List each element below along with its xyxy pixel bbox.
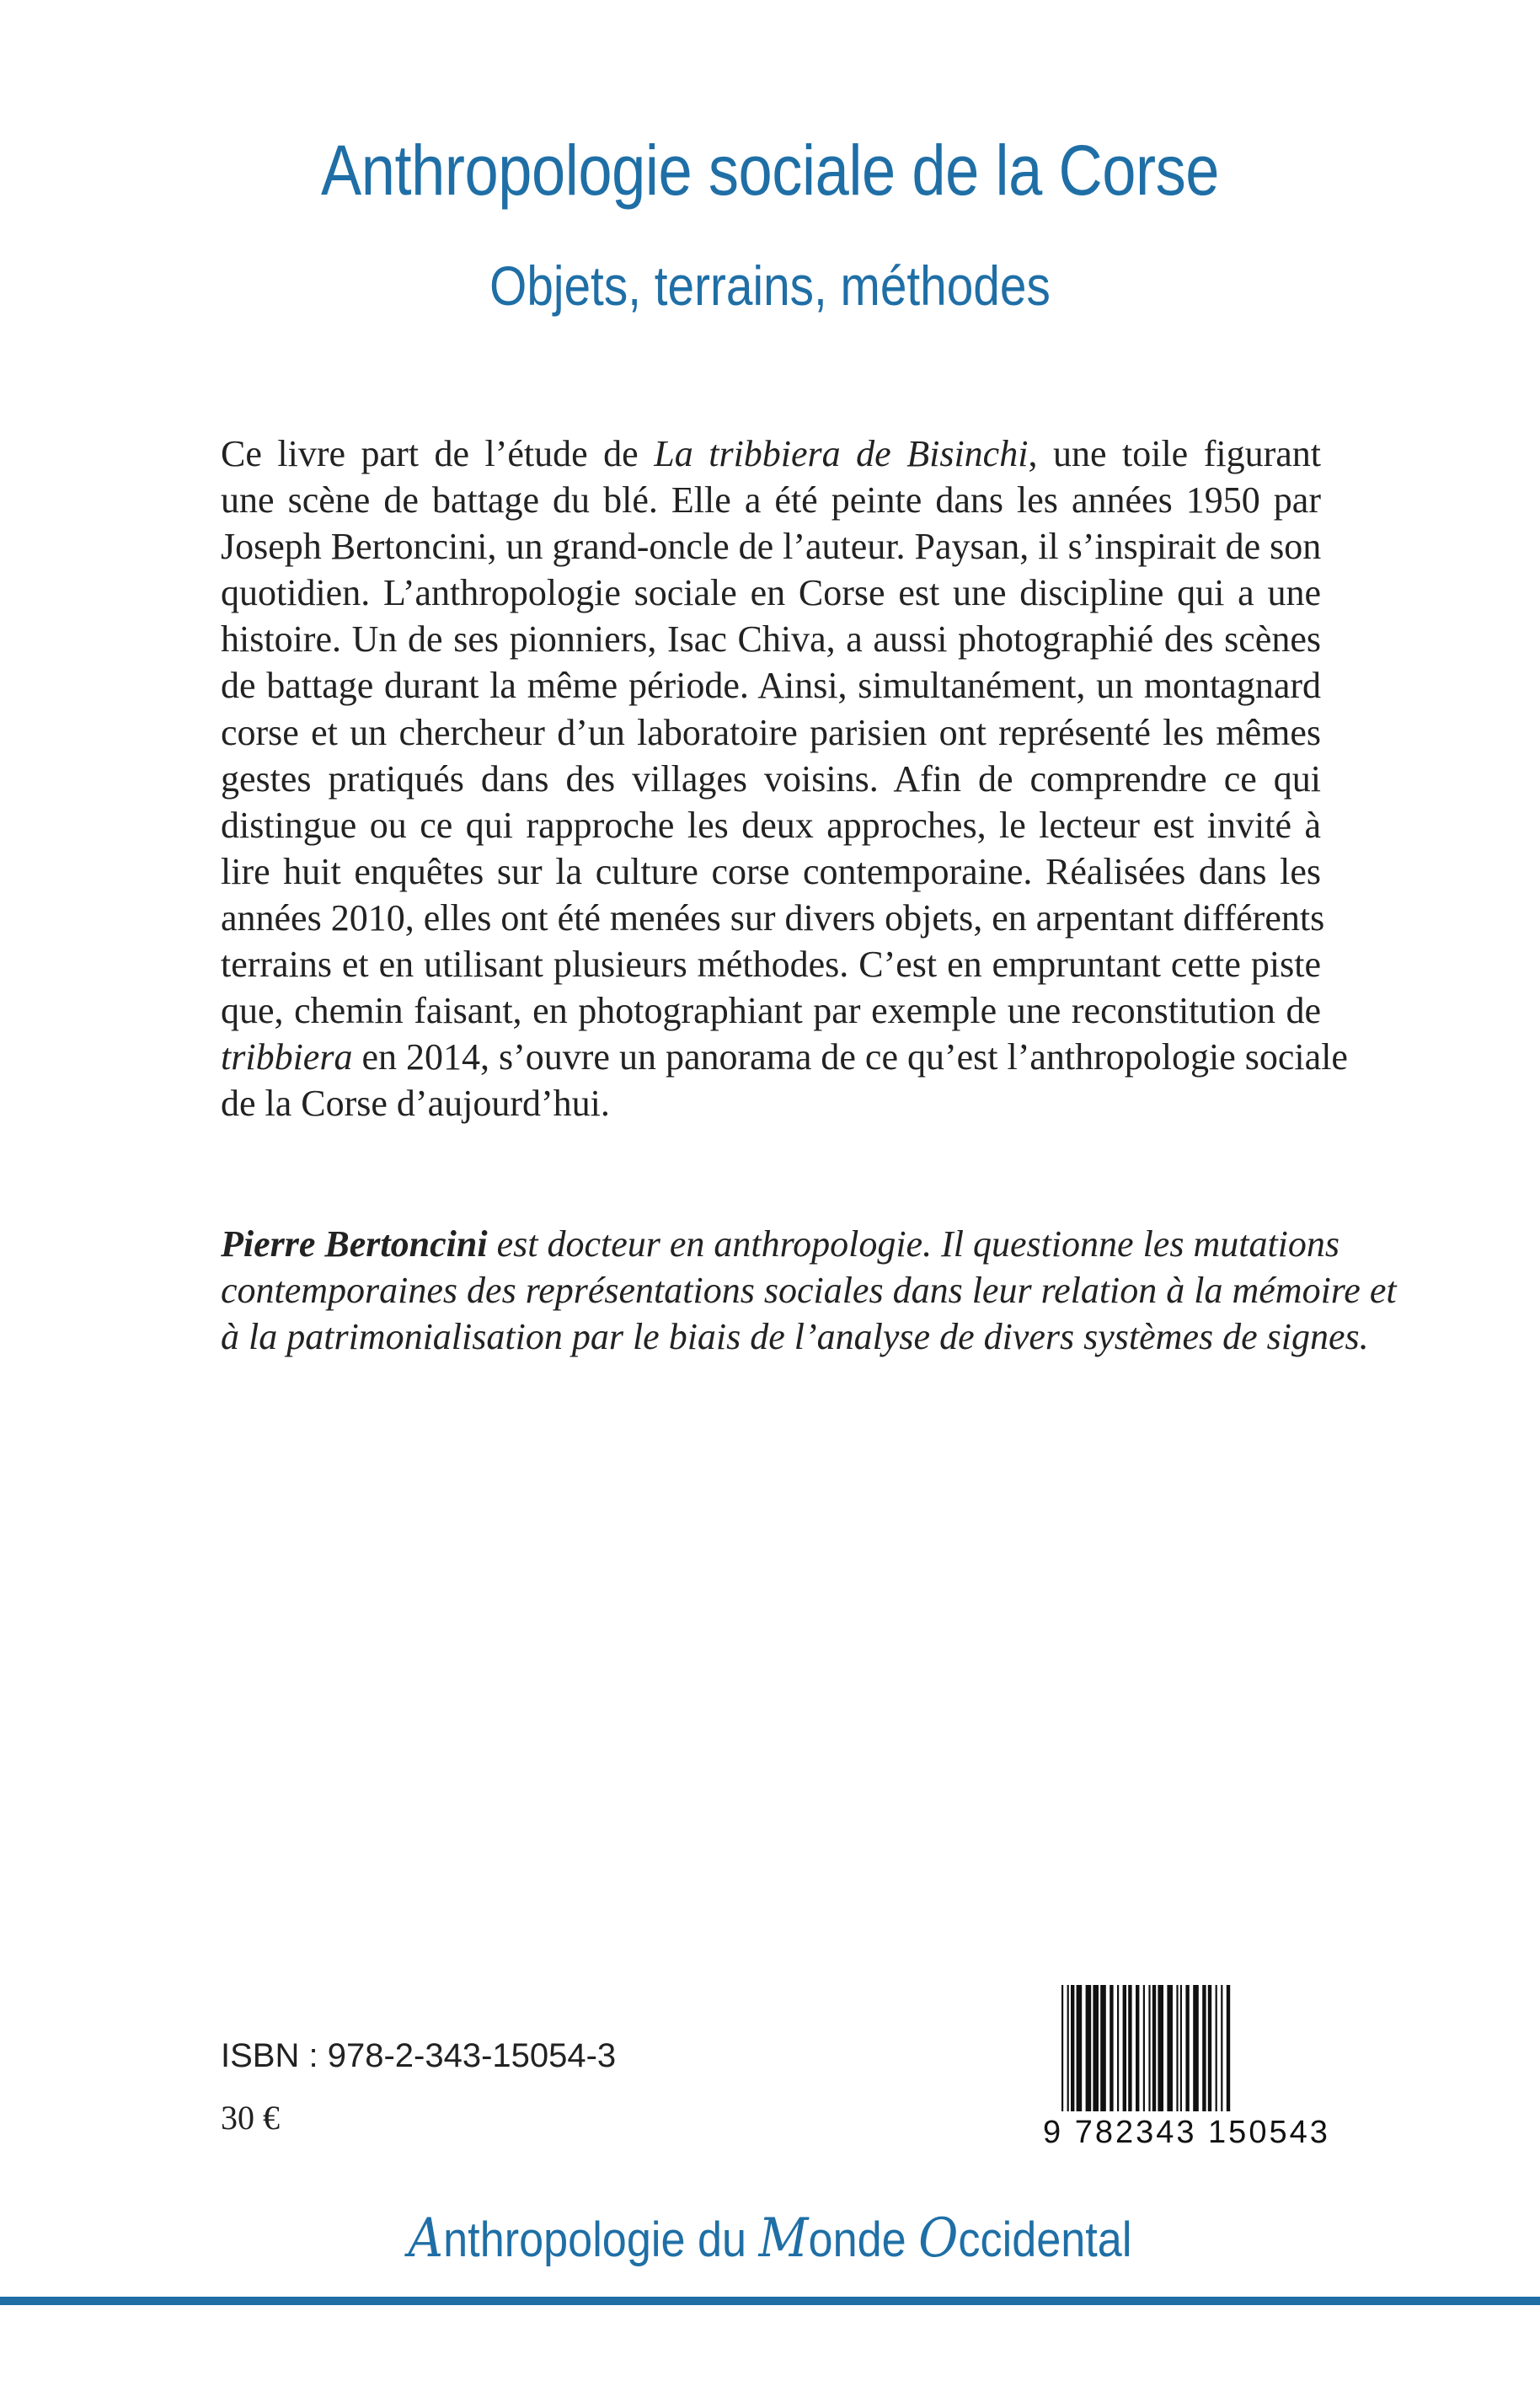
barcode-bar	[1100, 1985, 1106, 2111]
blurb-line: gestes pratiqués dans des villages voisins. Afin de comprendre ce qui	[221, 757, 1321, 800]
barcode-bar	[1067, 1985, 1069, 2111]
series-initial-o: O	[918, 2207, 959, 2270]
barcode-bar	[1128, 1985, 1131, 2111]
blurb-line: de battage durant la même période. Ainsi, simultanément, un montagnard	[221, 665, 1321, 707]
barcode-digits: 9 782343 150543	[1043, 2115, 1330, 2150]
blurb-line: une scène de battage du blé. Elle a été peinte dans les années 1950 par	[221, 479, 1321, 522]
barcode-bar	[1061, 1985, 1063, 2111]
barcode-bar	[1185, 1985, 1189, 2111]
painting-title: La tribbiera de Bisinchi	[654, 433, 1029, 474]
blurb-line: lire huit enquêtes sur la culture corse contemporaine. Réalisées dans les	[221, 850, 1321, 892]
series-name: Anthropologie du Monde Occidental	[408, 2207, 1132, 2270]
barcode-bar	[1167, 1985, 1173, 2111]
barcode-bar	[1136, 1985, 1139, 2111]
series-initial-a: A	[408, 2207, 444, 2270]
blurb-line: histoire. Un de ses pionniers, Isac Chiva, a aussi photographié des scènes	[221, 618, 1321, 661]
blurb-line: années 2010, elles ont été menées sur divers objets, en arpentant différents	[221, 896, 1325, 939]
barcode-bar	[1202, 1985, 1206, 2111]
barcode-bar	[1077, 1985, 1083, 2111]
barcode-bar	[1158, 1985, 1163, 2111]
bio-line: à la patrimonialisation par le biais de l’analyse de divers systèmes de signes.	[221, 1316, 1369, 1358]
blurb	[221, 431, 1348, 1126]
barcode-bar	[1110, 1985, 1113, 2111]
blurb-line: de la Corse d’aujourd’hui.	[221, 1083, 610, 1125]
author-name: Pierre Bertoncini	[221, 1223, 488, 1265]
barcode-bar	[1117, 1985, 1119, 2111]
barcode-bar	[1086, 1985, 1092, 2111]
series-initial-m: M	[758, 2207, 809, 2270]
blurb-line: Ce livre part de l’étude de La tribbiera de Bisinchi, une toile figurant	[221, 433, 1321, 474]
barcode-bar	[1180, 1985, 1182, 2111]
bio-line: Pierre Bertoncini est docteur en anthropologie. Il questionne les mutations	[221, 1223, 1340, 1265]
tribbiera-term: tribbiera	[221, 1036, 353, 1078]
barcode-bar	[1123, 1985, 1126, 2111]
book-title: Anthropologie sociale de la Corse	[320, 131, 1220, 210]
isbn: ISBN : 978-2-343-15054-3	[221, 2037, 617, 2074]
barcode-bars	[1055, 1985, 1316, 2120]
price: 30 €	[221, 2099, 280, 2137]
barcode-bar	[1193, 1985, 1199, 2111]
blurb-line: terrains et en utilisant plusieurs méthodes. C’est en empruntant cette piste	[221, 944, 1321, 986]
blurb-line: quotidien. L’anthropologie sociale en Corse est une discipline qui a une	[221, 572, 1321, 614]
barcode-bar	[1093, 1985, 1099, 2111]
barcode-bar	[1143, 1985, 1145, 2111]
bio-line: contemporaines des représentations sociales dans leur relation à la mémoire et	[221, 1270, 1397, 1312]
book-subtitle: Objets, terrains, méthodes	[489, 254, 1051, 317]
barcode-bar	[1227, 1985, 1230, 2111]
blurb-line: distingue ou ce qui rapproche les deux approches, le lecteur est invité à	[221, 804, 1321, 846]
barcode-bar	[1152, 1985, 1156, 2111]
blurb-line: Joseph Bertoncini, un grand-oncle de l’auteur. Paysan, il s’inspirait de son	[221, 526, 1322, 568]
barcode-bar	[1176, 1985, 1178, 2111]
bottom-rule	[0, 2297, 1540, 2305]
author-bio	[221, 1221, 1397, 1360]
blurb-line: que, chemin faisant, en photographiant par exemple une reconstitution de	[221, 990, 1321, 1032]
barcode-bar	[1221, 1985, 1222, 2111]
barcode-bar	[1071, 1985, 1074, 2111]
blurb-line: corse et un chercheur d’un laboratoire parisien ont représenté les mêmes	[221, 711, 1321, 753]
blurb-line: tribbiera en 2014, s’ouvre un panorama de ce qu’est l’anthropologie sociale	[221, 1036, 1348, 1078]
barcode-bar	[1148, 1985, 1150, 2111]
barcode-bar	[1216, 1985, 1217, 2111]
barcode-bar	[1208, 1985, 1211, 2111]
